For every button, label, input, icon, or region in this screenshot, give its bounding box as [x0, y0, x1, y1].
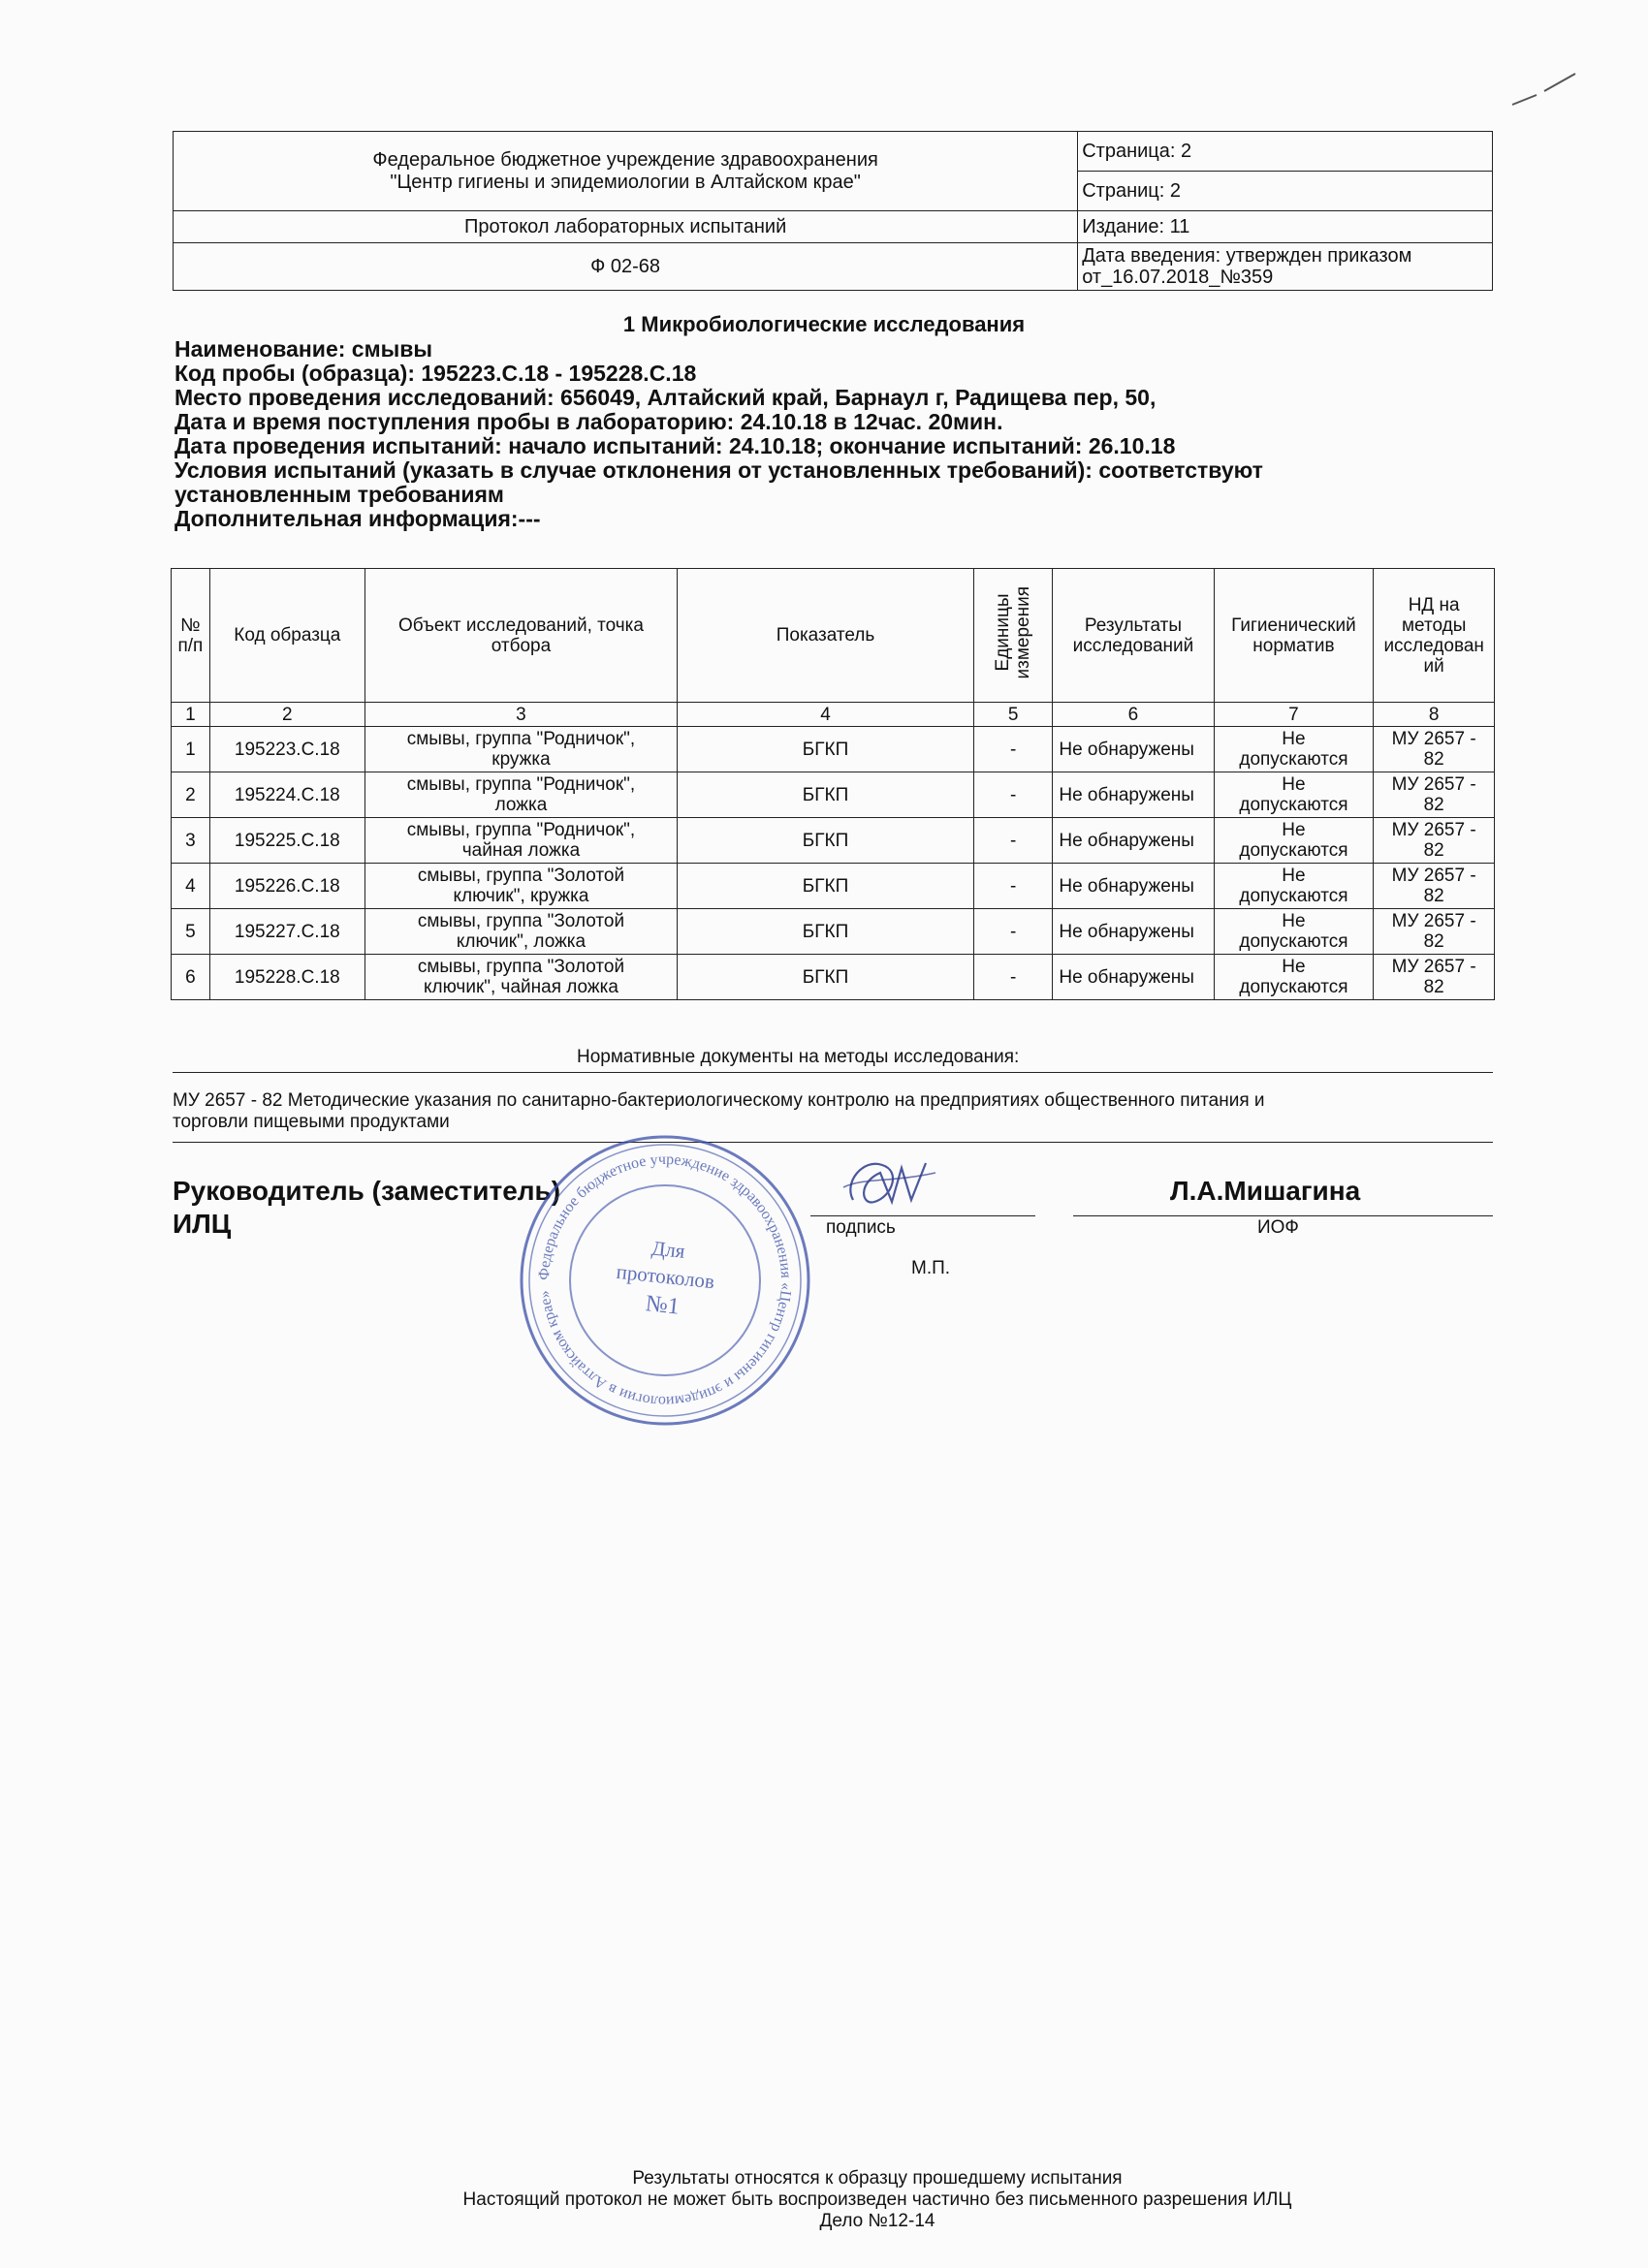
norm-line-1: Не — [1282, 911, 1306, 931]
normative-doc-line-2: торговли пищевыми продуктами — [173, 1112, 450, 1132]
header-norm-line-1: Гигиенический — [1231, 614, 1356, 636]
edition: Издание: 11 — [1078, 211, 1493, 243]
method-doc-cell — [1374, 772, 1495, 818]
column-number: 8 — [1374, 703, 1495, 727]
norm-cell — [1214, 818, 1374, 864]
protocol-title: Протокол лабораторных испытаний — [174, 211, 1078, 243]
header-hygienic-norm — [1214, 569, 1374, 703]
form-code: Ф 02-68 — [174, 243, 1078, 291]
signatory-name: Л.А.Мишагина — [1170, 1176, 1361, 1206]
object-line-2: кружка — [491, 749, 551, 770]
norm-line-2: допускаются — [1239, 749, 1348, 770]
norm-line-2: допускаются — [1239, 795, 1348, 815]
norm-line-2: допускаются — [1239, 931, 1348, 952]
object-line-2: ложка — [494, 795, 548, 815]
header-number — [172, 569, 210, 703]
object-line-1: смывы, группа "Родничок", — [406, 774, 636, 795]
header-norm-line-2: норматив — [1252, 635, 1335, 656]
table-header-row — [172, 569, 1495, 703]
norm-cell — [1214, 864, 1374, 909]
object-line-1: смывы, группа "Родничок", — [406, 729, 636, 749]
row-number: 1 — [172, 727, 210, 772]
sample-code-cell: 195228.С.18 — [209, 955, 364, 1000]
sample-code-cell: 195227.С.18 — [209, 909, 364, 955]
footer — [0, 2168, 1648, 2232]
header-nd-line-4: ий — [1423, 655, 1444, 677]
units-cell: - — [973, 909, 1052, 955]
units-cell: - — [973, 864, 1052, 909]
row-number: 3 — [172, 818, 210, 864]
norm-cell — [1214, 727, 1374, 772]
norm-line-2: допускаются — [1239, 886, 1348, 906]
sample-code-cell: 195226.С.18 — [209, 864, 364, 909]
indicator-cell: БГКП — [678, 864, 974, 909]
column-number: 7 — [1214, 703, 1374, 727]
method-doc-cell — [1374, 864, 1495, 909]
result-cell: Не обнаружены — [1053, 727, 1214, 772]
norm-line-2: допускаются — [1239, 840, 1348, 861]
row-number: 6 — [172, 955, 210, 1000]
column-number: 1 — [172, 703, 210, 727]
object-cell — [364, 727, 677, 772]
additional-info: Дополнительная информация:--- — [174, 506, 541, 531]
method-doc-line-2: 82 — [1423, 886, 1444, 906]
row-number: 2 — [172, 772, 210, 818]
object-line-2: ключик", чайная ложка — [423, 977, 618, 997]
result-cell: Не обнаружены — [1053, 909, 1214, 955]
object-cell — [364, 909, 677, 955]
page-number: Страница: 2 — [1078, 132, 1493, 172]
method-doc-cell — [1374, 818, 1495, 864]
method-doc-line-1: МУ 2657 - — [1391, 774, 1476, 795]
units-cell: - — [973, 727, 1052, 772]
norm-line-1: Не — [1282, 729, 1306, 749]
column-number: 2 — [209, 703, 364, 727]
signatory-role-line-2: ИЛЦ — [173, 1209, 232, 1239]
object-cell — [364, 955, 677, 1000]
norm-cell — [1214, 909, 1374, 955]
method-doc-line-2: 82 — [1423, 977, 1444, 997]
section-title: 1 Микробиологические исследования — [622, 312, 1026, 336]
indicator-cell: БГКП — [678, 772, 974, 818]
info-block — [174, 337, 1263, 531]
table-row — [172, 772, 1495, 818]
table-row — [172, 864, 1495, 909]
norm-line-1: Не — [1282, 820, 1306, 840]
seal-place-label: М.П. — [911, 1258, 951, 1278]
object-line-1: смывы, группа "Родничок", — [406, 820, 636, 840]
header-nd-line-3: исследован — [1383, 635, 1484, 656]
introduction-date — [1078, 243, 1493, 291]
column-number: 5 — [973, 703, 1052, 727]
name-line — [1073, 1215, 1493, 1216]
sample-code-cell: 195223.С.18 — [209, 727, 364, 772]
signature-label: подпись — [826, 1217, 896, 1238]
header-method-doc — [1374, 569, 1495, 703]
method-doc-cell — [1374, 955, 1495, 1000]
indicator-cell: БГКП — [678, 955, 974, 1000]
table-row — [172, 909, 1495, 955]
signature-line — [810, 1215, 1035, 1216]
method-doc-line-2: 82 — [1423, 840, 1444, 861]
stamp-ring-text: Федеральное бюджетное учреждение здравоохранения «Центр гигиены и эпидемиологии в Алтайском крае» — [535, 1150, 795, 1410]
sample-code-cell: 195225.С.18 — [209, 818, 364, 864]
divider — [173, 1142, 1493, 1143]
header-number-line-1: № — [180, 614, 201, 636]
norm-line-1: Не — [1282, 866, 1306, 886]
header-nd-line-1: НД на — [1408, 594, 1460, 615]
test-conditions-line-2: установленным требованиям — [174, 482, 504, 507]
footer-line-3: Дело №12-14 — [819, 2211, 935, 2231]
method-doc-cell — [1374, 909, 1495, 955]
row-number: 5 — [172, 909, 210, 955]
table-row — [172, 727, 1495, 772]
organization-stamp — [517, 1132, 813, 1429]
method-doc-line-2: 82 — [1423, 931, 1444, 952]
signatory-role — [173, 1175, 560, 1241]
method-doc-line-1: МУ 2657 - — [1391, 911, 1476, 931]
row-number: 4 — [172, 864, 210, 909]
org-name-line-2: "Центр гигиены и эпидемиологии в Алтайском крае" — [390, 171, 861, 193]
test-dates: Дата проведения испытаний: начало испытаний: 24.10.18; окончание испытаний: 26.10.18 — [174, 433, 1176, 458]
column-number: 6 — [1053, 703, 1214, 727]
indicator-cell: БГКП — [678, 727, 974, 772]
norm-cell — [1214, 772, 1374, 818]
normative-docs-title: Нормативные документы на методы исследования: — [577, 1047, 1020, 1067]
sample-name: Наименование: смывы — [174, 336, 433, 362]
header-number-line-2: п/п — [177, 635, 204, 656]
header-units-text — [993, 586, 1033, 678]
header-results-line-2: исследований — [1072, 635, 1194, 656]
results-table — [171, 568, 1495, 1000]
column-number: 3 — [364, 703, 677, 727]
norm-cell — [1214, 955, 1374, 1000]
units-cell: - — [973, 772, 1052, 818]
norm-line-1: Не — [1282, 957, 1306, 977]
header-units-line-1: Единицы — [993, 593, 1014, 673]
units-cell: - — [973, 955, 1052, 1000]
object-line-2: чайная ложка — [461, 840, 581, 861]
header-object-line-1: Объект исследований, точка — [397, 614, 644, 636]
norm-line-2: допускаются — [1239, 977, 1348, 997]
introduction-date-line-2: от_16.07.2018_№359 — [1082, 267, 1274, 288]
method-doc-line-1: МУ 2657 - — [1391, 729, 1476, 749]
header-indicator: Показатель — [678, 569, 974, 703]
header-sample-code: Код образца — [209, 569, 364, 703]
normative-docs-text — [173, 1090, 1265, 1133]
object-line-1: смывы, группа "Золотой — [417, 911, 625, 931]
page-count: Страниц: 2 — [1078, 172, 1493, 211]
result-cell: Не обнаружены — [1053, 772, 1214, 818]
pen-mark-decoration — [1507, 66, 1580, 114]
normative-doc-line-1: МУ 2657 - 82 Методические указания по санитарно-бактериологическому контролю на предприятиях общественного питания и — [173, 1090, 1265, 1111]
header-object-line-2: отбора — [491, 635, 552, 656]
indicator-cell: БГКП — [678, 909, 974, 955]
divider — [173, 1072, 1493, 1073]
header-table — [173, 131, 1493, 291]
test-conditions-line-1: Условия испытаний (указать в случае отклонения от установленных требований): соответствуют — [174, 457, 1263, 483]
signatory-role-line-1: Руководитель (заместитель) — [173, 1176, 561, 1206]
header-nd-line-2: методы — [1401, 614, 1467, 636]
method-doc-line-1: МУ 2657 - — [1391, 820, 1476, 840]
sample-code: Код пробы (образца): 195223.С.18 - 195228.С.18 — [174, 361, 697, 386]
object-line-2: ключик", ложка — [456, 931, 586, 952]
footer-line-1: Результаты относятся к образцу прошедшему испытания — [632, 2168, 1123, 2189]
header-units — [973, 569, 1052, 703]
sample-code-cell: 195224.С.18 — [209, 772, 364, 818]
org-name-line-1: Федеральное бюджетное учреждение здравоохранения — [372, 148, 878, 171]
method-doc-cell — [1374, 727, 1495, 772]
method-doc-line-2: 82 — [1423, 795, 1444, 815]
object-cell — [364, 818, 677, 864]
method-doc-line-1: МУ 2657 - — [1391, 866, 1476, 886]
method-doc-line-2: 82 — [1423, 749, 1444, 770]
units-cell: - — [973, 818, 1052, 864]
object-cell — [364, 864, 677, 909]
object-line-1: смывы, группа "Золотой — [417, 957, 625, 977]
result-cell: Не обнаружены — [1053, 818, 1214, 864]
header-results-line-1: Результаты — [1084, 614, 1182, 636]
introduction-date-line-1: Дата введения: утвержден приказом — [1082, 245, 1412, 267]
header-results — [1053, 569, 1214, 703]
object-cell — [364, 772, 677, 818]
norm-line-1: Не — [1282, 774, 1306, 795]
organization-cell — [174, 132, 1078, 211]
column-number: 4 — [678, 703, 974, 727]
method-doc-line-1: МУ 2657 - — [1391, 957, 1476, 977]
name-label: ИОФ — [1257, 1217, 1299, 1238]
result-cell: Не обнаружены — [1053, 864, 1214, 909]
table-row — [172, 818, 1495, 864]
result-cell: Не обнаружены — [1053, 955, 1214, 1000]
handwritten-signature — [834, 1144, 940, 1221]
object-line-1: смывы, группа "Золотой — [417, 866, 625, 886]
table-row — [172, 955, 1495, 1000]
stamp-center-line-2: протоколов — [615, 1259, 716, 1294]
footer-line-2: Настоящий протокол не может быть воспроизведен частично без письменного разрешения ИЛЦ — [462, 2189, 1292, 2210]
test-place: Место проведения исследований: 656049, Алтайский край, Барнаул г, Радищева пер, 50, — [174, 385, 1157, 410]
stamp-center-line-1: Для — [650, 1236, 686, 1263]
column-number-row — [172, 703, 1495, 727]
header-units-line-2: измерения — [1013, 586, 1034, 679]
receipt-datetime: Дата и время поступления пробы в лабораторию: 24.10.18 в 12час. 20мин. — [174, 409, 1003, 434]
indicator-cell: БГКП — [678, 818, 974, 864]
object-line-2: ключик", кружка — [453, 886, 589, 906]
header-object — [364, 569, 677, 703]
stamp-center-line-3: №1 — [644, 1291, 681, 1320]
